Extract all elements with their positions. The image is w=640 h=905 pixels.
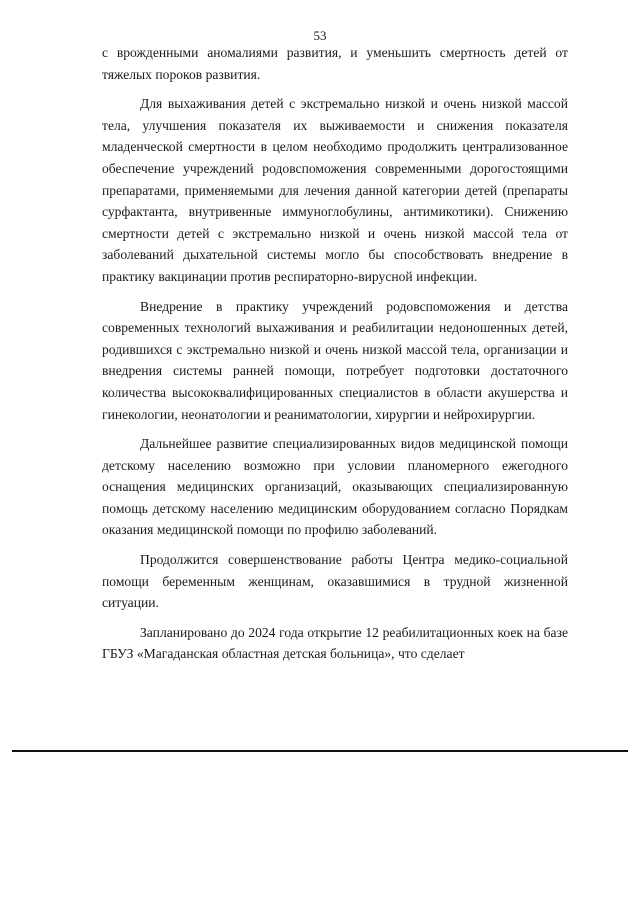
paragraph-specialized-care: Дальнейшее развитие специализированных видов медицинской помощи детскому населению возможно при условии планомерного ежегодного оснащения медицинских организаций, оказывающих специализированную помощь детскому населению медицинским оборудованием согласно Порядкам оказания медицинской помощи по профилю заболеваний. xyxy=(102,436,568,538)
page-number: 53 xyxy=(313,28,327,43)
footer-divider xyxy=(12,750,628,752)
document-body xyxy=(102,42,568,673)
paragraph-continued: с врожденными аномалиями развития, и уменьшить смертность детей от тяжелых пороков развития. xyxy=(102,45,568,82)
paragraph-rehab-beds: Запланировано до 2024 года открытие 12 реабилитационных коек на базе ГБУЗ «Магаданская областная детская больница», что сделает xyxy=(102,624,568,662)
paragraph-technology-adoption: Внедрение в практику учреждений родовспоможения и детства современных технологий выхаживания и реабилитации недоношенных детей, родившихся с экстремально низкой и очень низкой массой тела, организации и внедрения системы ранней помощи, потребует подготовки достаточного количества высококвалифицированных специалистов в области акушерства и гинекологии, неонатологии и реаниматологии, хирургии и нейрохирургии. xyxy=(102,298,568,422)
paragraph-medico-social-center: Продолжится совершенствование работы Центра медико-социальной помощи беременным женщинам, оказавшимися в трудной жизненной ситуации. xyxy=(102,552,568,611)
paragraph-nursing-low-weight: Для выхаживания детей с экстремально низкой и очень низкой массой тела, улучшения показателя их выживаемости и снижения показателя младенческой смертности в целом необходимо продолжить централизованное обеспечение учреждений родовспоможения современными дорогостоящими препаратами, применяемыми для лечения данной категории детей (препараты сурфактанта, внутривенные иммуноглобулины, антимикотики). Снижению смертности детей с экстремально низкой и очень низкой массой тела от заболеваний дыхательной системы могло бы способствовать внедрение в практику вакцинации против респираторно-вирусной инфекции. xyxy=(102,96,568,284)
